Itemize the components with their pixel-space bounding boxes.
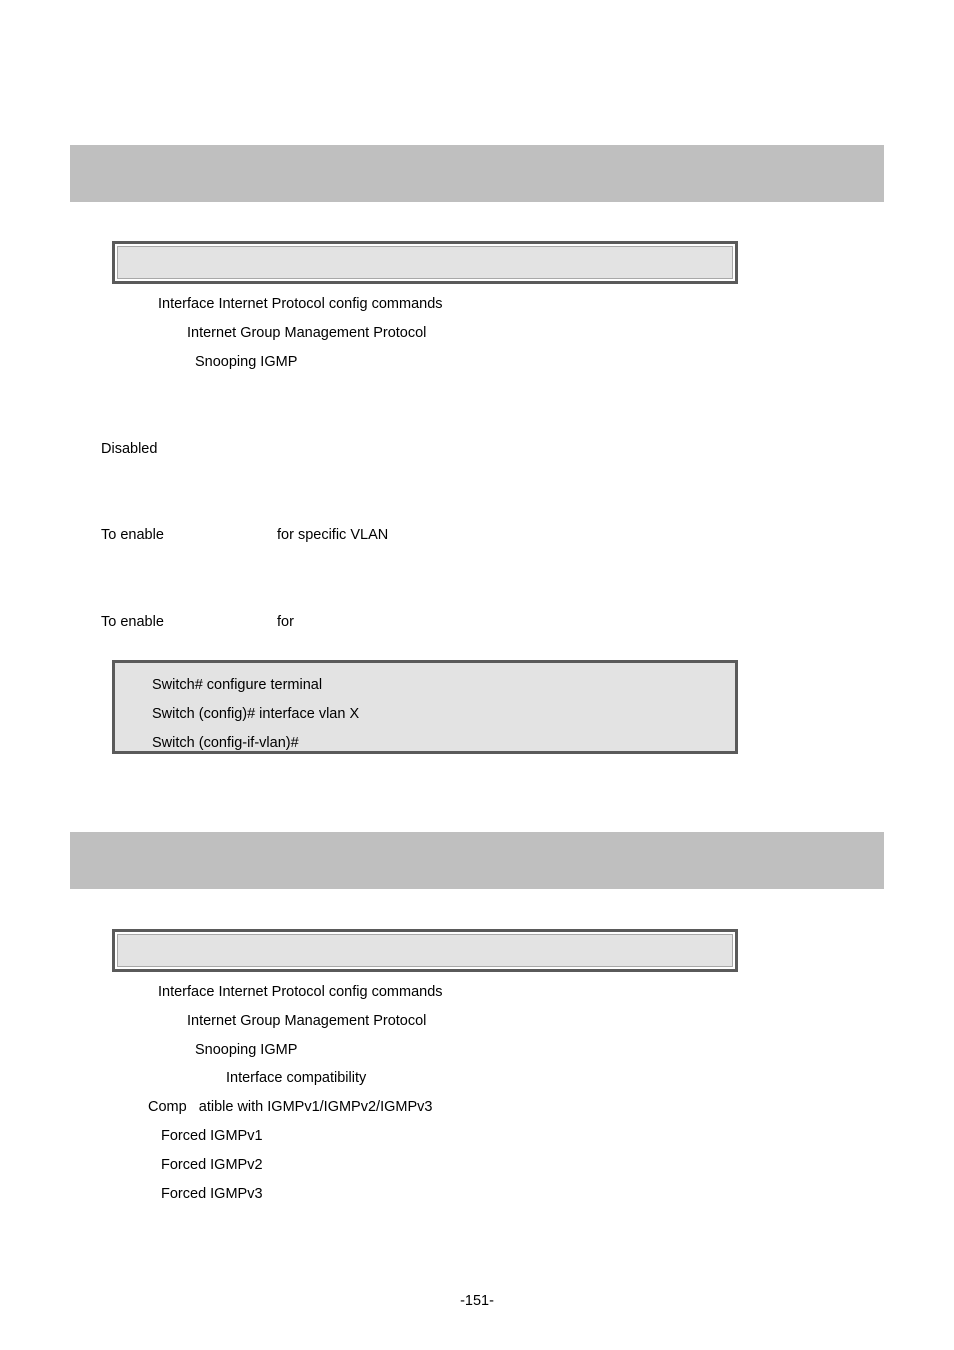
usage-text-suffix: for specific VLAN (277, 527, 389, 543)
param-line: Internet Group Management Protocol (187, 325, 427, 341)
page-number: -151- (460, 1293, 494, 1309)
example-text-prefix: To enable (101, 614, 164, 630)
param-line: Forced IGMPv1 (161, 1128, 263, 1144)
section-header-banner-2 (70, 832, 884, 889)
syntax-box-2-inner (117, 934, 733, 967)
param-line: Forced IGMPv2 (161, 1157, 263, 1173)
param-line: Comp atible with IGMPv1/IGMPv2/IGMPv3 (148, 1099, 433, 1115)
example-command-line: Switch (config-if-vlan)# (152, 735, 299, 751)
param-line: Snooping IGMP (195, 1042, 298, 1058)
param-line: Snooping IGMP (195, 354, 298, 370)
syntax-box-1-inner (117, 246, 733, 279)
param-line: Internet Group Management Protocol (187, 1013, 427, 1029)
param-line: Forced IGMPv3 (161, 1186, 263, 1202)
param-line: Interface Internet Protocol config commands (158, 296, 443, 312)
example-command-line: Switch# configure terminal (152, 677, 323, 693)
example-text-suffix: for (277, 614, 294, 630)
example-box-1 (112, 660, 738, 754)
param-line: Interface compatibility (226, 1070, 367, 1086)
param-line: Interface Internet Protocol config commands (158, 984, 443, 1000)
usage-text-prefix: To enable (101, 527, 164, 543)
syntax-box-1 (112, 241, 738, 284)
example-command-line: Switch (config)# interface vlan X (152, 706, 360, 722)
default-value: Disabled (101, 441, 158, 457)
section-header-banner-1 (70, 145, 884, 202)
syntax-box-2 (112, 929, 738, 972)
